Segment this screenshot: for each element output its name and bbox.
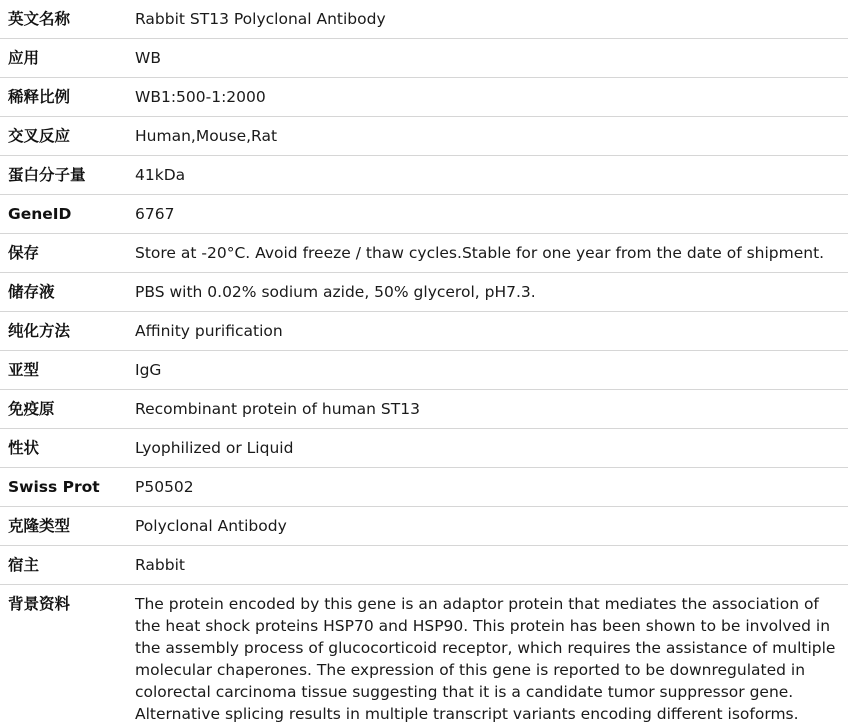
background-description: The protein encoded by this gene is an adaptor protein that mediates the association of the heat shock proteins HSP70 and HSP90. This protein has been shown to be involved in the assembly process of glucocorticoid receptor, which requires the assistance of multiple molecular chaperones. The expression of this gene is reported to be downregulated in colorectal carcinoma tissue suggesting that it is a candidate tumor suppressor gene. Alternative splicing results in multiple transcript variants encoding different isoforms. xyxy=(135,595,836,723)
spec-row-background xyxy=(0,585,848,726)
spec-label: 蛋白分子量 xyxy=(0,156,135,195)
spec-value: P50502 xyxy=(135,468,848,507)
spec-value: Human,Mouse,Rat xyxy=(135,117,848,156)
spec-value: Recombinant protein of human ST13 xyxy=(135,390,848,429)
spec-label: 免疫原 xyxy=(0,390,135,429)
spec-label: 稀释比例 xyxy=(0,78,135,117)
spec-row-cross-reactivity xyxy=(0,117,848,156)
spec-row-form xyxy=(0,429,848,468)
spec-value: WB xyxy=(135,39,848,78)
spec-value: WB1:500-1:2000 xyxy=(135,78,848,117)
spec-value: 41kDa xyxy=(135,156,848,195)
spec-row-storage xyxy=(0,234,848,273)
spec-value: 6767 xyxy=(135,195,848,234)
spec-value: Affinity purification xyxy=(135,312,848,351)
spec-label: 亚型 xyxy=(0,351,135,390)
spec-row-english-name xyxy=(0,0,848,39)
spec-label: 克隆类型 xyxy=(0,507,135,546)
spec-row-buffer xyxy=(0,273,848,312)
spec-label: 英文名称 xyxy=(0,0,135,39)
spec-label: 保存 xyxy=(0,234,135,273)
spec-value: Lyophilized or Liquid xyxy=(135,429,848,468)
spec-row-clonality xyxy=(0,507,848,546)
spec-row-purification xyxy=(0,312,848,351)
spec-label: GeneID xyxy=(0,195,135,234)
spec-value: IgG xyxy=(135,351,848,390)
spec-label: 应用 xyxy=(0,39,135,78)
spec-label: Swiss Prot xyxy=(0,468,135,507)
spec-value: Rabbit ST13 Polyclonal Antibody xyxy=(135,0,848,39)
spec-row-immunogen xyxy=(0,390,848,429)
spec-row-isotype xyxy=(0,351,848,390)
spec-row-application xyxy=(0,39,848,78)
spec-value: Polyclonal Antibody xyxy=(135,507,848,546)
spec-label: 背景资料 xyxy=(8,595,71,613)
spec-label: 宿主 xyxy=(0,546,135,585)
spec-label: 性状 xyxy=(0,429,135,468)
spec-label: 交叉反应 xyxy=(0,117,135,156)
spec-label: 纯化方法 xyxy=(0,312,135,351)
spec-value: Rabbit xyxy=(135,546,848,585)
spec-label: 储存液 xyxy=(0,273,135,312)
spec-value: PBS with 0.02% sodium azide, 50% glycerol, pH7.3. xyxy=(135,273,848,312)
spec-row-gene-id xyxy=(0,195,848,234)
spec-row-host xyxy=(0,546,848,585)
spec-value: Store at -20°C. Avoid freeze / thaw cycles.Stable for one year from the date of shipment. xyxy=(135,234,848,273)
spec-row-molecular-weight xyxy=(0,156,848,195)
spec-row-dilution xyxy=(0,78,848,117)
spec-row-swiss-prot xyxy=(0,468,848,507)
